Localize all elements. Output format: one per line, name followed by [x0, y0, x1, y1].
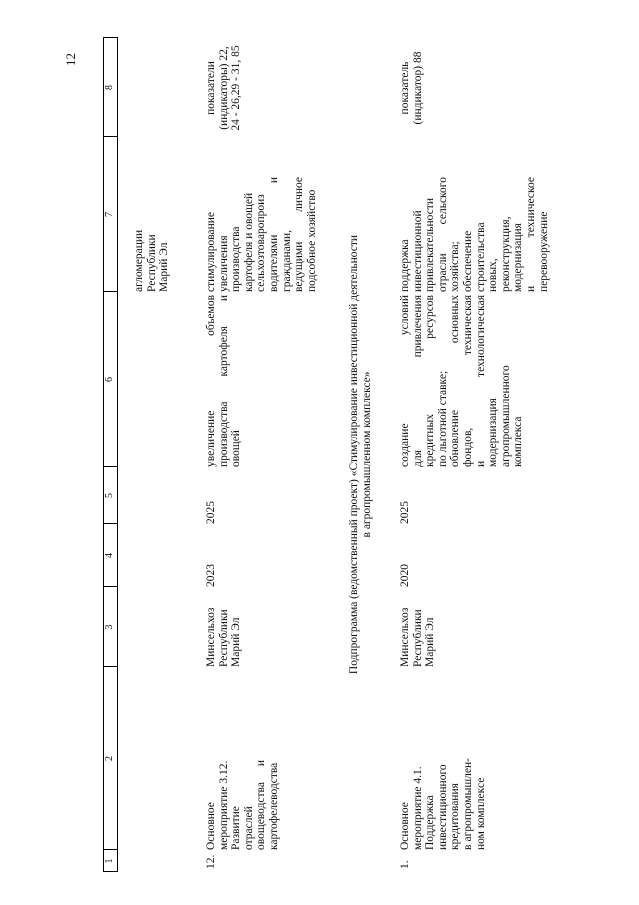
- landscape-table: [103, 37, 633, 872]
- row12-number: 12.: [205, 854, 217, 869]
- header-col-1: 1: [104, 858, 115, 864]
- page-number: 12: [63, 53, 78, 66]
- row1-result: создание условий для привлечения кредитных ресурсов по льготной ставке; обновление основных фондов, техническая и технологическая модернизация агропромышленного комплекса: [399, 295, 525, 467]
- row1-end-year: 2025: [399, 501, 411, 524]
- header-col-2: 2: [104, 756, 115, 761]
- row12-link: стимулирование увеличения производства картофеля и овощей сельхозтоваропроиз водителями и гражданами, ведущими личное подсобное хозяйство: [205, 177, 318, 292]
- row1-start-year: 2020: [399, 564, 411, 587]
- subprogram-title: Подпрограмма (ведомственный проект) «Стимулирование инвестиционной деятельности в агропромышленном комплексе»: [348, 234, 373, 675]
- row12-executor: Минсельхоз Республики Марий Эл: [205, 607, 243, 667]
- header-col-5: 5: [104, 493, 115, 498]
- row12-end-year: 2025: [205, 501, 217, 524]
- header-col-7: 7: [104, 212, 115, 217]
- row12-result: увеличение объемов производства картофеля и овощей: [205, 295, 243, 467]
- header-col-8: 8: [104, 85, 115, 90]
- row1-executor: Минсельхоз Республики Марий Эл: [399, 607, 437, 667]
- row1-link: поддержка инвестиционной привлекательности отрасли сельского хозяйства; обеспечение строительства новых, реконструкция, модернизация и техническое перевооружение: [399, 177, 550, 292]
- row1-indicators: показатель (индикатор) 88: [399, 51, 424, 125]
- header-col-4: 4: [104, 553, 115, 558]
- header-col-6: 6: [104, 377, 115, 382]
- continuation-text: агломерации Республики Марий Эл: [133, 229, 171, 292]
- header-bottom-border: [117, 37, 118, 872]
- row1-number: 1.: [399, 860, 411, 869]
- row12-start-year: 2023: [205, 564, 217, 587]
- row1-event: Основное мероприятие 4.1. Поддержка инвестиционного кредитования в агропромышлен- ном комплексе: [399, 758, 487, 850]
- header-col-3: 3: [104, 624, 115, 630]
- row12-indicators: показатели (индикаторы) 22, 24 - 26,29 - 31, 85: [205, 45, 243, 131]
- row12-event: Основное мероприятие 3.12. Развитие отраслей овощеводства и картофелеводства: [205, 760, 280, 850]
